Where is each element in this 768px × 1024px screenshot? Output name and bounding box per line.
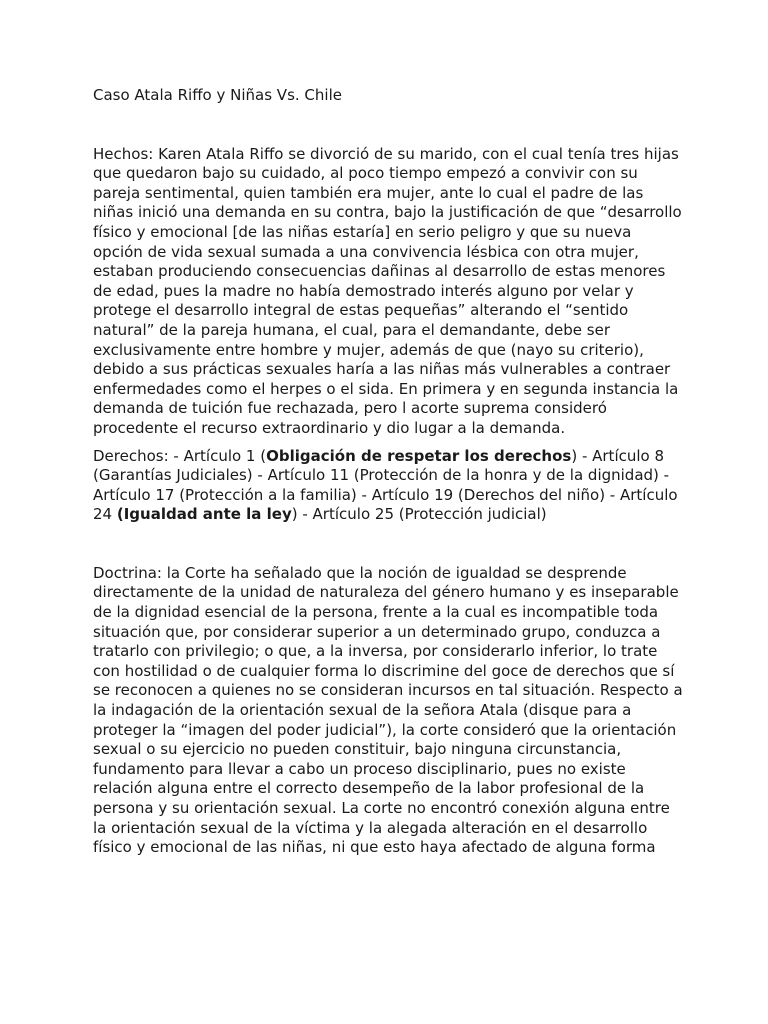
derechos-paragraph [93,447,683,525]
document-page [93,86,683,858]
doctrina-paragraph: Doctrina: la Corte ha señalado que la noción de igualdad se desprende directamente de la unidad de naturaleza del género humano y es inseparable de la dignidad esencial de la persona, frente a la cual es incompatible toda situación que, por considerar superior a un determinado grupo, conduzca a tratarlo con privilegio; o que, a la inversa, por considerarlo inferior, lo trate con hostilidad o de cualquier forma lo discrimine del goce de derechos que sí se reconocen a quienes no se consideran incursos en tal situación. Respecto a la indagación de la orientación sexual de la señora Atala (disque para a proteger la “imagen del poder judicial”), la corte consideró que la orientación sexual o su ejercicio no pueden constituir, bajo ninguna circunstancia, fundamento para llevar a cabo un proceso disciplinario, pues no existe relación alguna entre el correcto desempeño de la labor profesional de la persona y su orientación sexual. La corte no encontró conexión alguna entre la orientación sexual de la víctima y la alegada alteración en el desarrollo físico y emocional de las niñas, ni que esto haya afectado de alguna forma [93,563,683,857]
derechos-text-3: ) - Artículo 25 (Protección judicial) [291,505,547,524]
derechos-text-2: ) - Artículo 8 (Garantías Judiciales) - Artículo 11 (Protección de la honra y de la dignidad) - Artículo 17 (Protección a la familia) - Artículo 19 (Derechos del niño) - Artículo 24 [93,446,678,524]
derechos-bold-2: (Igualdad ante la ley [116,505,292,524]
document-title: Caso Atala Riffo y Niñas Vs. Chile [93,86,342,104]
derechos-text-1: Derechos: - Artículo 1 ( [93,446,267,465]
derechos-bold-1: Obligación de respetar los derechos [266,446,572,465]
hechos-paragraph: Hechos: Karen Atala Riffo se divorció de su marido, con el cual tenía tres hijas que quedaron bajo su cuidado, al poco tiempo empezó a convivir con su pareja sentimental, quien también era mujer, ante lo cual el padre de las niñas inició una demanda en su contra, bajo la justificación de que “desarrollo físico y emocional [de las niñas estaría] en serio peligro y que su nueva opción de vida sexual sumada a una convivencia lésbica con otra mujer, estaban produciendo consecuencias dañinas al desarrollo de estas menores de edad, pues la madre no había demostrado interés alguno por velar y protege el desarrollo integral de estas pequeñas” alterando el “sentido natural” de la pareja humana, el cual, para el demandante, debe ser exclusivamente entre hombre y mujer, además de que (nayo su criterio), debido a sus prácticas sexuales haría a las niñas más vulnerables a contraer enfermedades como el herpes o el sida. En primera y en segunda instancia la demanda de tuición fue rechazada, pero l acorte suprema consideró procedente el recurso extraordinario y dio lugar a la demanda. [93,144,682,437]
